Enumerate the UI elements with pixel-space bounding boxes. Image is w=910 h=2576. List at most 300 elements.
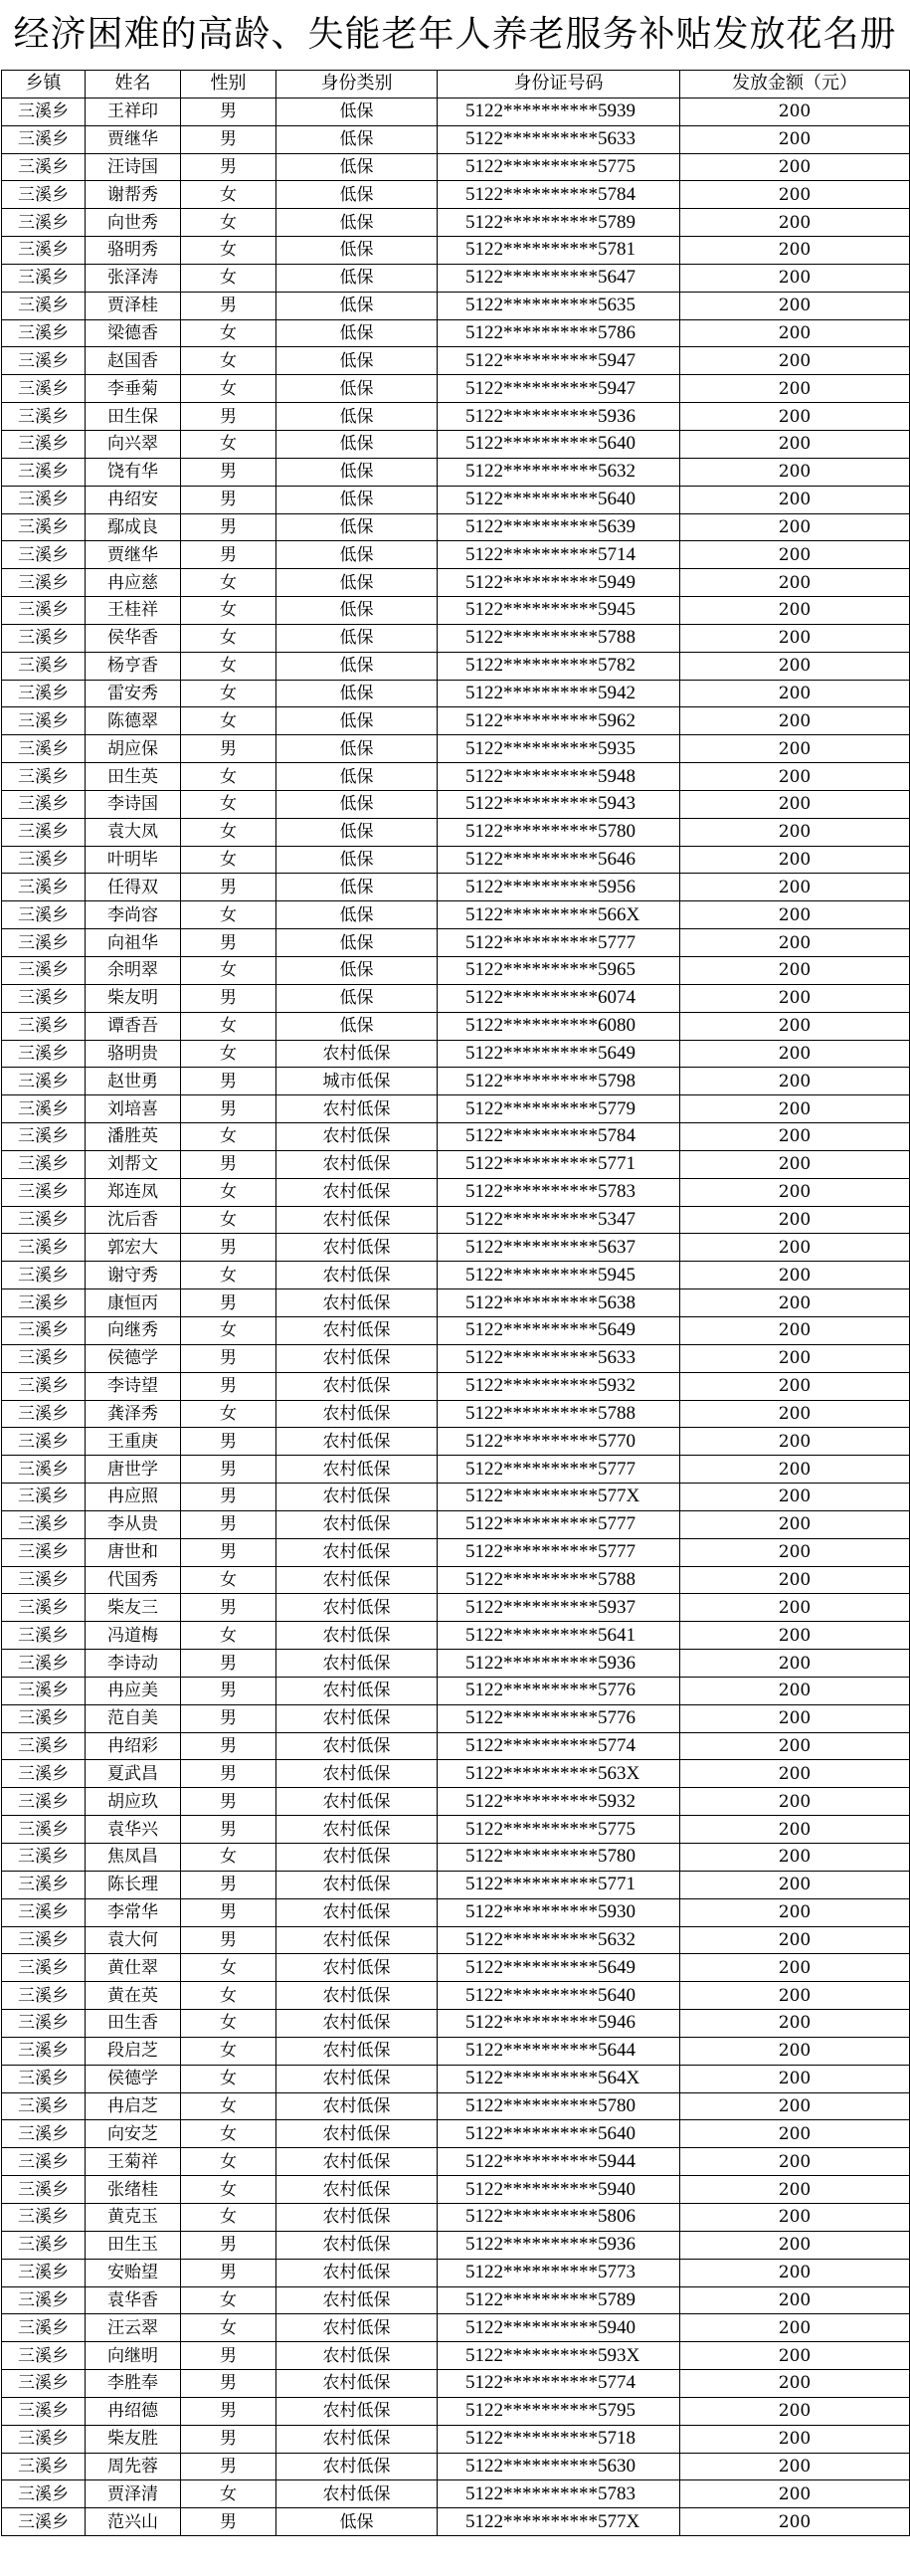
cell-id-number: 5122**********5945: [438, 597, 680, 625]
cell-id-number: 5122**********5640: [438, 1982, 680, 2010]
cell-township: 三溪乡: [2, 2453, 86, 2480]
cell-amount: 200: [680, 1622, 910, 1650]
cell-id-number: 5122**********5630: [438, 2453, 680, 2480]
cell-gender: 男: [181, 1816, 276, 1844]
cell-id-number: 5122**********5639: [438, 513, 680, 541]
cell-amount: 200: [680, 2370, 910, 2398]
cell-name: 黄克玉: [86, 2203, 181, 2231]
table-row: [2, 2203, 910, 2231]
cell-id-number: 5122**********5771: [438, 1871, 680, 1898]
table-row: [2, 237, 910, 265]
cell-name: 刘帮文: [86, 1150, 181, 1178]
cell-id-number: 5122**********5936: [438, 2231, 680, 2259]
cell-gender: 男: [181, 1926, 276, 1954]
cell-gender: 男: [181, 1594, 276, 1622]
cell-id-number: 5122**********5946: [438, 2010, 680, 2038]
cell-amount: 200: [680, 1510, 910, 1538]
cell-amount: 200: [680, 735, 910, 763]
cell-amount: 200: [680, 1316, 910, 1344]
cell-name: 冉启芝: [86, 2092, 181, 2120]
cell-amount: 200: [680, 901, 910, 929]
cell-name: 叶明毕: [86, 846, 181, 874]
cell-township: 三溪乡: [2, 2065, 86, 2092]
cell-id-number: 5122**********5932: [438, 1788, 680, 1816]
cell-id-number: 5122**********5646: [438, 846, 680, 874]
cell-amount: 200: [680, 818, 910, 846]
cell-name: 周先蓉: [86, 2453, 181, 2480]
cell-township: 三溪乡: [2, 901, 86, 929]
cell-amount: 200: [680, 1538, 910, 1566]
table-row: [2, 375, 910, 403]
cell-amount: 200: [680, 1982, 910, 2010]
table-row: [2, 1012, 910, 1040]
table-row: [2, 486, 910, 513]
cell-category: 农村低保: [276, 1622, 438, 1650]
cell-category: 农村低保: [276, 2425, 438, 2453]
cell-name: 冉绍彩: [86, 1732, 181, 1760]
table-row: [2, 1871, 910, 1898]
table-row: [2, 1316, 910, 1344]
cell-id-number: 5122**********5962: [438, 707, 680, 735]
cell-township: 三溪乡: [2, 264, 86, 292]
cell-township: 三溪乡: [2, 347, 86, 375]
cell-gender: 男: [181, 2425, 276, 2453]
cell-name: 柴友三: [86, 1594, 181, 1622]
cell-gender: 女: [181, 597, 276, 625]
cell-category: 农村低保: [276, 1871, 438, 1898]
cell-gender: 男: [181, 513, 276, 541]
cell-gender: 男: [181, 929, 276, 957]
table-row: [2, 1760, 910, 1788]
cell-township: 三溪乡: [2, 1428, 86, 1456]
cell-amount: 200: [680, 1428, 910, 1456]
cell-amount: 200: [680, 237, 910, 265]
cell-township: 三溪乡: [2, 181, 86, 209]
cell-gender: 女: [181, 209, 276, 237]
cell-gender: 女: [181, 430, 276, 458]
cell-name: 汪云翠: [86, 2314, 181, 2342]
cell-amount: 200: [680, 2203, 910, 2231]
cell-category: 农村低保: [276, 1844, 438, 1872]
cell-township: 三溪乡: [2, 624, 86, 652]
cell-name: 王重庚: [86, 1428, 181, 1456]
cell-amount: 200: [680, 375, 910, 403]
cell-category: 农村低保: [276, 1566, 438, 1594]
cell-amount: 200: [680, 1123, 910, 1151]
cell-amount: 200: [680, 1788, 910, 1816]
cell-gender: 男: [181, 1095, 276, 1123]
table-row: [2, 125, 910, 153]
cell-id-number: 5122**********5942: [438, 680, 680, 707]
cell-category: 农村低保: [276, 2370, 438, 2398]
cell-gender: 女: [181, 1316, 276, 1344]
cell-gender: 男: [181, 292, 276, 319]
cell-name: 李胜奉: [86, 2370, 181, 2398]
cell-amount: 200: [680, 2092, 910, 2120]
cell-name: 夏武昌: [86, 1760, 181, 1788]
cell-id-number: 5122**********5644: [438, 2037, 680, 2065]
table-row: [2, 1650, 910, 1678]
cell-category: 农村低保: [276, 2231, 438, 2259]
cell-gender: 女: [181, 375, 276, 403]
cell-name: 刘培喜: [86, 1095, 181, 1123]
cell-category: 农村低保: [276, 1732, 438, 1760]
cell-id-number: 5122**********577X: [438, 1484, 680, 1511]
header-gender: 性别: [181, 71, 276, 99]
cell-name: 贾泽清: [86, 2480, 181, 2508]
cell-name: 任得双: [86, 874, 181, 901]
cell-category: 低保: [276, 319, 438, 347]
cell-id-number: 5122**********5649: [438, 1040, 680, 1068]
cell-category: 低保: [276, 209, 438, 237]
cell-id-number: 5122**********5788: [438, 1566, 680, 1594]
table-row: [2, 2425, 910, 2453]
cell-category: 低保: [276, 680, 438, 707]
cell-township: 三溪乡: [2, 1178, 86, 1206]
cell-name: 冯道梅: [86, 1622, 181, 1650]
cell-amount: 200: [680, 1760, 910, 1788]
cell-amount: 200: [680, 458, 910, 486]
cell-name: 赵国香: [86, 347, 181, 375]
cell-category: 农村低保: [276, 1704, 438, 1732]
cell-id-number: 5122**********5649: [438, 1316, 680, 1344]
cell-id-number: 5122**********5777: [438, 929, 680, 957]
cell-name: 赵世勇: [86, 1068, 181, 1095]
cell-township: 三溪乡: [2, 2286, 86, 2314]
table-row: [2, 569, 910, 597]
table-row: [2, 181, 910, 209]
cell-amount: 200: [680, 1566, 910, 1594]
cell-category: 农村低保: [276, 1456, 438, 1484]
cell-gender: 女: [181, 1123, 276, 1151]
cell-id-number: 5122**********5780: [438, 2092, 680, 2120]
cell-township: 三溪乡: [2, 1206, 86, 1234]
table-row: [2, 2342, 910, 2370]
cell-name: 田生英: [86, 763, 181, 791]
cell-township: 三溪乡: [2, 1926, 86, 1954]
cell-name: 陈长理: [86, 1871, 181, 1898]
cell-township: 三溪乡: [2, 1484, 86, 1511]
cell-gender: 男: [181, 1484, 276, 1511]
cell-gender: 女: [181, 2120, 276, 2148]
cell-gender: 女: [181, 2092, 276, 2120]
table-row: [2, 2231, 910, 2259]
cell-township: 三溪乡: [2, 735, 86, 763]
cell-township: 三溪乡: [2, 790, 86, 818]
cell-name: 焦凤昌: [86, 1844, 181, 1872]
cell-category: 低保: [276, 929, 438, 957]
table-row: [2, 2259, 910, 2286]
cell-gender: 女: [181, 1566, 276, 1594]
cell-name: 骆明秀: [86, 237, 181, 265]
cell-category: 低保: [276, 403, 438, 431]
cell-category: 低保: [276, 624, 438, 652]
cell-category: 农村低保: [276, 2120, 438, 2148]
table-row: [2, 1372, 910, 1400]
cell-id-number: 5122**********5777: [438, 1510, 680, 1538]
cell-category: 农村低保: [276, 2010, 438, 2038]
cell-township: 三溪乡: [2, 2370, 86, 2398]
cell-township: 三溪乡: [2, 957, 86, 985]
cell-township: 三溪乡: [2, 652, 86, 680]
cell-name: 田生保: [86, 403, 181, 431]
cell-name: 贾继华: [86, 125, 181, 153]
cell-name: 王桂祥: [86, 597, 181, 625]
cell-name: 田生香: [86, 2010, 181, 2038]
cell-amount: 200: [680, 624, 910, 652]
cell-amount: 200: [680, 957, 910, 985]
table-row: [2, 1510, 910, 1538]
cell-gender: 女: [181, 901, 276, 929]
table-row: [2, 2286, 910, 2314]
cell-township: 三溪乡: [2, 1898, 86, 1926]
cell-township: 三溪乡: [2, 680, 86, 707]
cell-category: 低保: [276, 513, 438, 541]
cell-category: 低保: [276, 763, 438, 791]
table-row: [2, 818, 910, 846]
table-row: [2, 2092, 910, 2120]
cell-township: 三溪乡: [2, 2203, 86, 2231]
table-row: [2, 1040, 910, 1068]
table-body: [2, 98, 910, 2535]
cell-category: 低保: [276, 264, 438, 292]
cell-category: 农村低保: [276, 1954, 438, 1982]
cell-township: 三溪乡: [2, 1372, 86, 1400]
cell-amount: 200: [680, 2397, 910, 2425]
cell-amount: 200: [680, 1400, 910, 1428]
cell-township: 三溪乡: [2, 1538, 86, 1566]
cell-category: 低保: [276, 292, 438, 319]
cell-id-number: 5122**********5773: [438, 2259, 680, 2286]
cell-gender: 女: [181, 2176, 276, 2204]
cell-name: 袁华兴: [86, 1816, 181, 1844]
cell-gender: 男: [181, 1898, 276, 1926]
cell-township: 三溪乡: [2, 569, 86, 597]
cell-gender: 女: [181, 1622, 276, 1650]
cell-amount: 200: [680, 707, 910, 735]
cell-gender: 男: [181, 1344, 276, 1372]
cell-name: 张绪桂: [86, 2176, 181, 2204]
cell-amount: 200: [680, 1289, 910, 1317]
cell-name: 杨亨香: [86, 652, 181, 680]
cell-gender: 男: [181, 1788, 276, 1816]
cell-id-number: 5122**********5943: [438, 790, 680, 818]
table-row: [2, 1123, 910, 1151]
cell-township: 三溪乡: [2, 1594, 86, 1622]
cell-category: 农村低保: [276, 1926, 438, 1954]
cell-township: 三溪乡: [2, 1344, 86, 1372]
table-row: [2, 1704, 910, 1732]
cell-amount: 200: [680, 1650, 910, 1678]
cell-id-number: 5122**********5776: [438, 1677, 680, 1704]
table-row: [2, 1677, 910, 1704]
table-row: [2, 2037, 910, 2065]
cell-gender: 女: [181, 680, 276, 707]
cell-township: 三溪乡: [2, 1400, 86, 1428]
cell-id-number: 5122**********566X: [438, 901, 680, 929]
cell-name: 安贻望: [86, 2259, 181, 2286]
cell-name: 李诗望: [86, 1372, 181, 1400]
cell-id-number: 5122**********5632: [438, 458, 680, 486]
cell-gender: 女: [181, 707, 276, 735]
cell-amount: 200: [680, 1234, 910, 1262]
cell-gender: 女: [181, 957, 276, 985]
cell-township: 三溪乡: [2, 763, 86, 791]
table-row: [2, 2010, 910, 2038]
cell-township: 三溪乡: [2, 1012, 86, 1040]
cell-category: 低保: [276, 901, 438, 929]
cell-gender: 男: [181, 1650, 276, 1678]
cell-gender: 女: [181, 790, 276, 818]
cell-gender: 男: [181, 1510, 276, 1538]
cell-amount: 200: [680, 181, 910, 209]
cell-township: 三溪乡: [2, 1677, 86, 1704]
cell-gender: 男: [181, 1372, 276, 1400]
cell-category: 农村低保: [276, 1234, 438, 1262]
table-row: [2, 1344, 910, 1372]
table-row: [2, 1538, 910, 1566]
table-row: [2, 624, 910, 652]
cell-category: 低保: [276, 541, 438, 569]
cell-amount: 200: [680, 1732, 910, 1760]
cell-township: 三溪乡: [2, 1566, 86, 1594]
cell-amount: 200: [680, 680, 910, 707]
cell-category: 农村低保: [276, 1150, 438, 1178]
cell-id-number: 5122**********5945: [438, 1262, 680, 1289]
cell-township: 三溪乡: [2, 292, 86, 319]
cell-gender: 男: [181, 1428, 276, 1456]
table-row: [2, 541, 910, 569]
cell-name: 袁大凤: [86, 818, 181, 846]
cell-gender: 女: [181, 652, 276, 680]
cell-category: 农村低保: [276, 1262, 438, 1289]
cell-id-number: 5122**********5783: [438, 2480, 680, 2508]
cell-category: 低保: [276, 153, 438, 181]
cell-category: 农村低保: [276, 2259, 438, 2286]
cell-id-number: 5122**********5783: [438, 1178, 680, 1206]
cell-gender: 女: [181, 624, 276, 652]
cell-township: 三溪乡: [2, 2397, 86, 2425]
cell-gender: 男: [181, 1289, 276, 1317]
cell-category: 低保: [276, 430, 438, 458]
cell-gender: 男: [181, 874, 276, 901]
table-row: [2, 2508, 910, 2536]
cell-township: 三溪乡: [2, 2342, 86, 2370]
cell-name: 饶有华: [86, 458, 181, 486]
cell-gender: 女: [181, 1178, 276, 1206]
cell-amount: 200: [680, 1926, 910, 1954]
table-row: [2, 1926, 910, 1954]
cell-category: 农村低保: [276, 1898, 438, 1926]
cell-id-number: 5122**********5940: [438, 2176, 680, 2204]
cell-gender: 男: [181, 1760, 276, 1788]
cell-id-number: 5122**********5965: [438, 957, 680, 985]
cell-gender: 女: [181, 347, 276, 375]
table-row: [2, 1150, 910, 1178]
cell-id-number: 5122**********5640: [438, 430, 680, 458]
cell-township: 三溪乡: [2, 1316, 86, 1344]
cell-township: 三溪乡: [2, 1788, 86, 1816]
cell-category: 低保: [276, 735, 438, 763]
cell-township: 三溪乡: [2, 2231, 86, 2259]
cell-gender: 女: [181, 1954, 276, 1982]
cell-name: 向祖华: [86, 929, 181, 957]
cell-gender: 女: [181, 1206, 276, 1234]
cell-amount: 200: [680, 1206, 910, 1234]
cell-category: 农村低保: [276, 1538, 438, 1566]
cell-township: 三溪乡: [2, 1262, 86, 1289]
cell-township: 三溪乡: [2, 541, 86, 569]
cell-category: 农村低保: [276, 1095, 438, 1123]
cell-id-number: 5122**********5780: [438, 1844, 680, 1872]
cell-name: 王菊祥: [86, 2148, 181, 2176]
table-row: [2, 1898, 910, 1926]
cell-township: 三溪乡: [2, 597, 86, 625]
cell-id-number: 5122**********5774: [438, 1732, 680, 1760]
cell-id-number: 5122**********5638: [438, 1289, 680, 1317]
cell-category: 低保: [276, 652, 438, 680]
cell-amount: 200: [680, 209, 910, 237]
cell-amount: 200: [680, 98, 910, 125]
cell-township: 三溪乡: [2, 430, 86, 458]
cell-category: 低保: [276, 2508, 438, 2536]
cell-name: 沈后香: [86, 1206, 181, 1234]
cell-gender: 男: [181, 1538, 276, 1566]
cell-id-number: 5122**********5718: [438, 2425, 680, 2453]
cell-township: 三溪乡: [2, 2425, 86, 2453]
cell-name: 李尚容: [86, 901, 181, 929]
cell-gender: 男: [181, 1871, 276, 1898]
cell-name: 代国秀: [86, 1566, 181, 1594]
cell-id-number: 5122**********593X: [438, 2342, 680, 2370]
table-row: [2, 1095, 910, 1123]
cell-id-number: 5122**********5935: [438, 735, 680, 763]
cell-category: 农村低保: [276, 1788, 438, 1816]
cell-name: 陈德翠: [86, 707, 181, 735]
table-row: [2, 347, 910, 375]
cell-name: 段启芝: [86, 2037, 181, 2065]
cell-category: 低保: [276, 846, 438, 874]
table-row: [2, 1982, 910, 2010]
cell-name: 郑连凤: [86, 1178, 181, 1206]
cell-category: 低保: [276, 458, 438, 486]
cell-amount: 200: [680, 1040, 910, 1068]
page-title: 经济困难的高龄、失能老年人养老服务补贴发放花名册: [13, 14, 897, 55]
cell-township: 三溪乡: [2, 2314, 86, 2342]
cell-township: 三溪乡: [2, 2259, 86, 2286]
cell-name: 郭宏大: [86, 1234, 181, 1262]
cell-amount: 200: [680, 652, 910, 680]
cell-id-number: 5122**********5937: [438, 1594, 680, 1622]
cell-category: 低保: [276, 181, 438, 209]
cell-amount: 200: [680, 319, 910, 347]
cell-amount: 200: [680, 347, 910, 375]
cell-id-number: 5122**********5776: [438, 1704, 680, 1732]
cell-name: 冉应照: [86, 1484, 181, 1511]
table-row: [2, 1566, 910, 1594]
cell-id-number: 5122**********5635: [438, 292, 680, 319]
cell-id-number: 5122**********5932: [438, 1372, 680, 1400]
cell-amount: 200: [680, 2425, 910, 2453]
cell-name: 柴友明: [86, 984, 181, 1012]
cell-id-number: 5122**********5940: [438, 2314, 680, 2342]
cell-township: 三溪乡: [2, 2508, 86, 2536]
cell-gender: 女: [181, 2480, 276, 2508]
cell-id-number: 5122**********5939: [438, 98, 680, 125]
cell-amount: 200: [680, 984, 910, 1012]
cell-id-number: 5122**********5779: [438, 1095, 680, 1123]
cell-amount: 200: [680, 2453, 910, 2480]
